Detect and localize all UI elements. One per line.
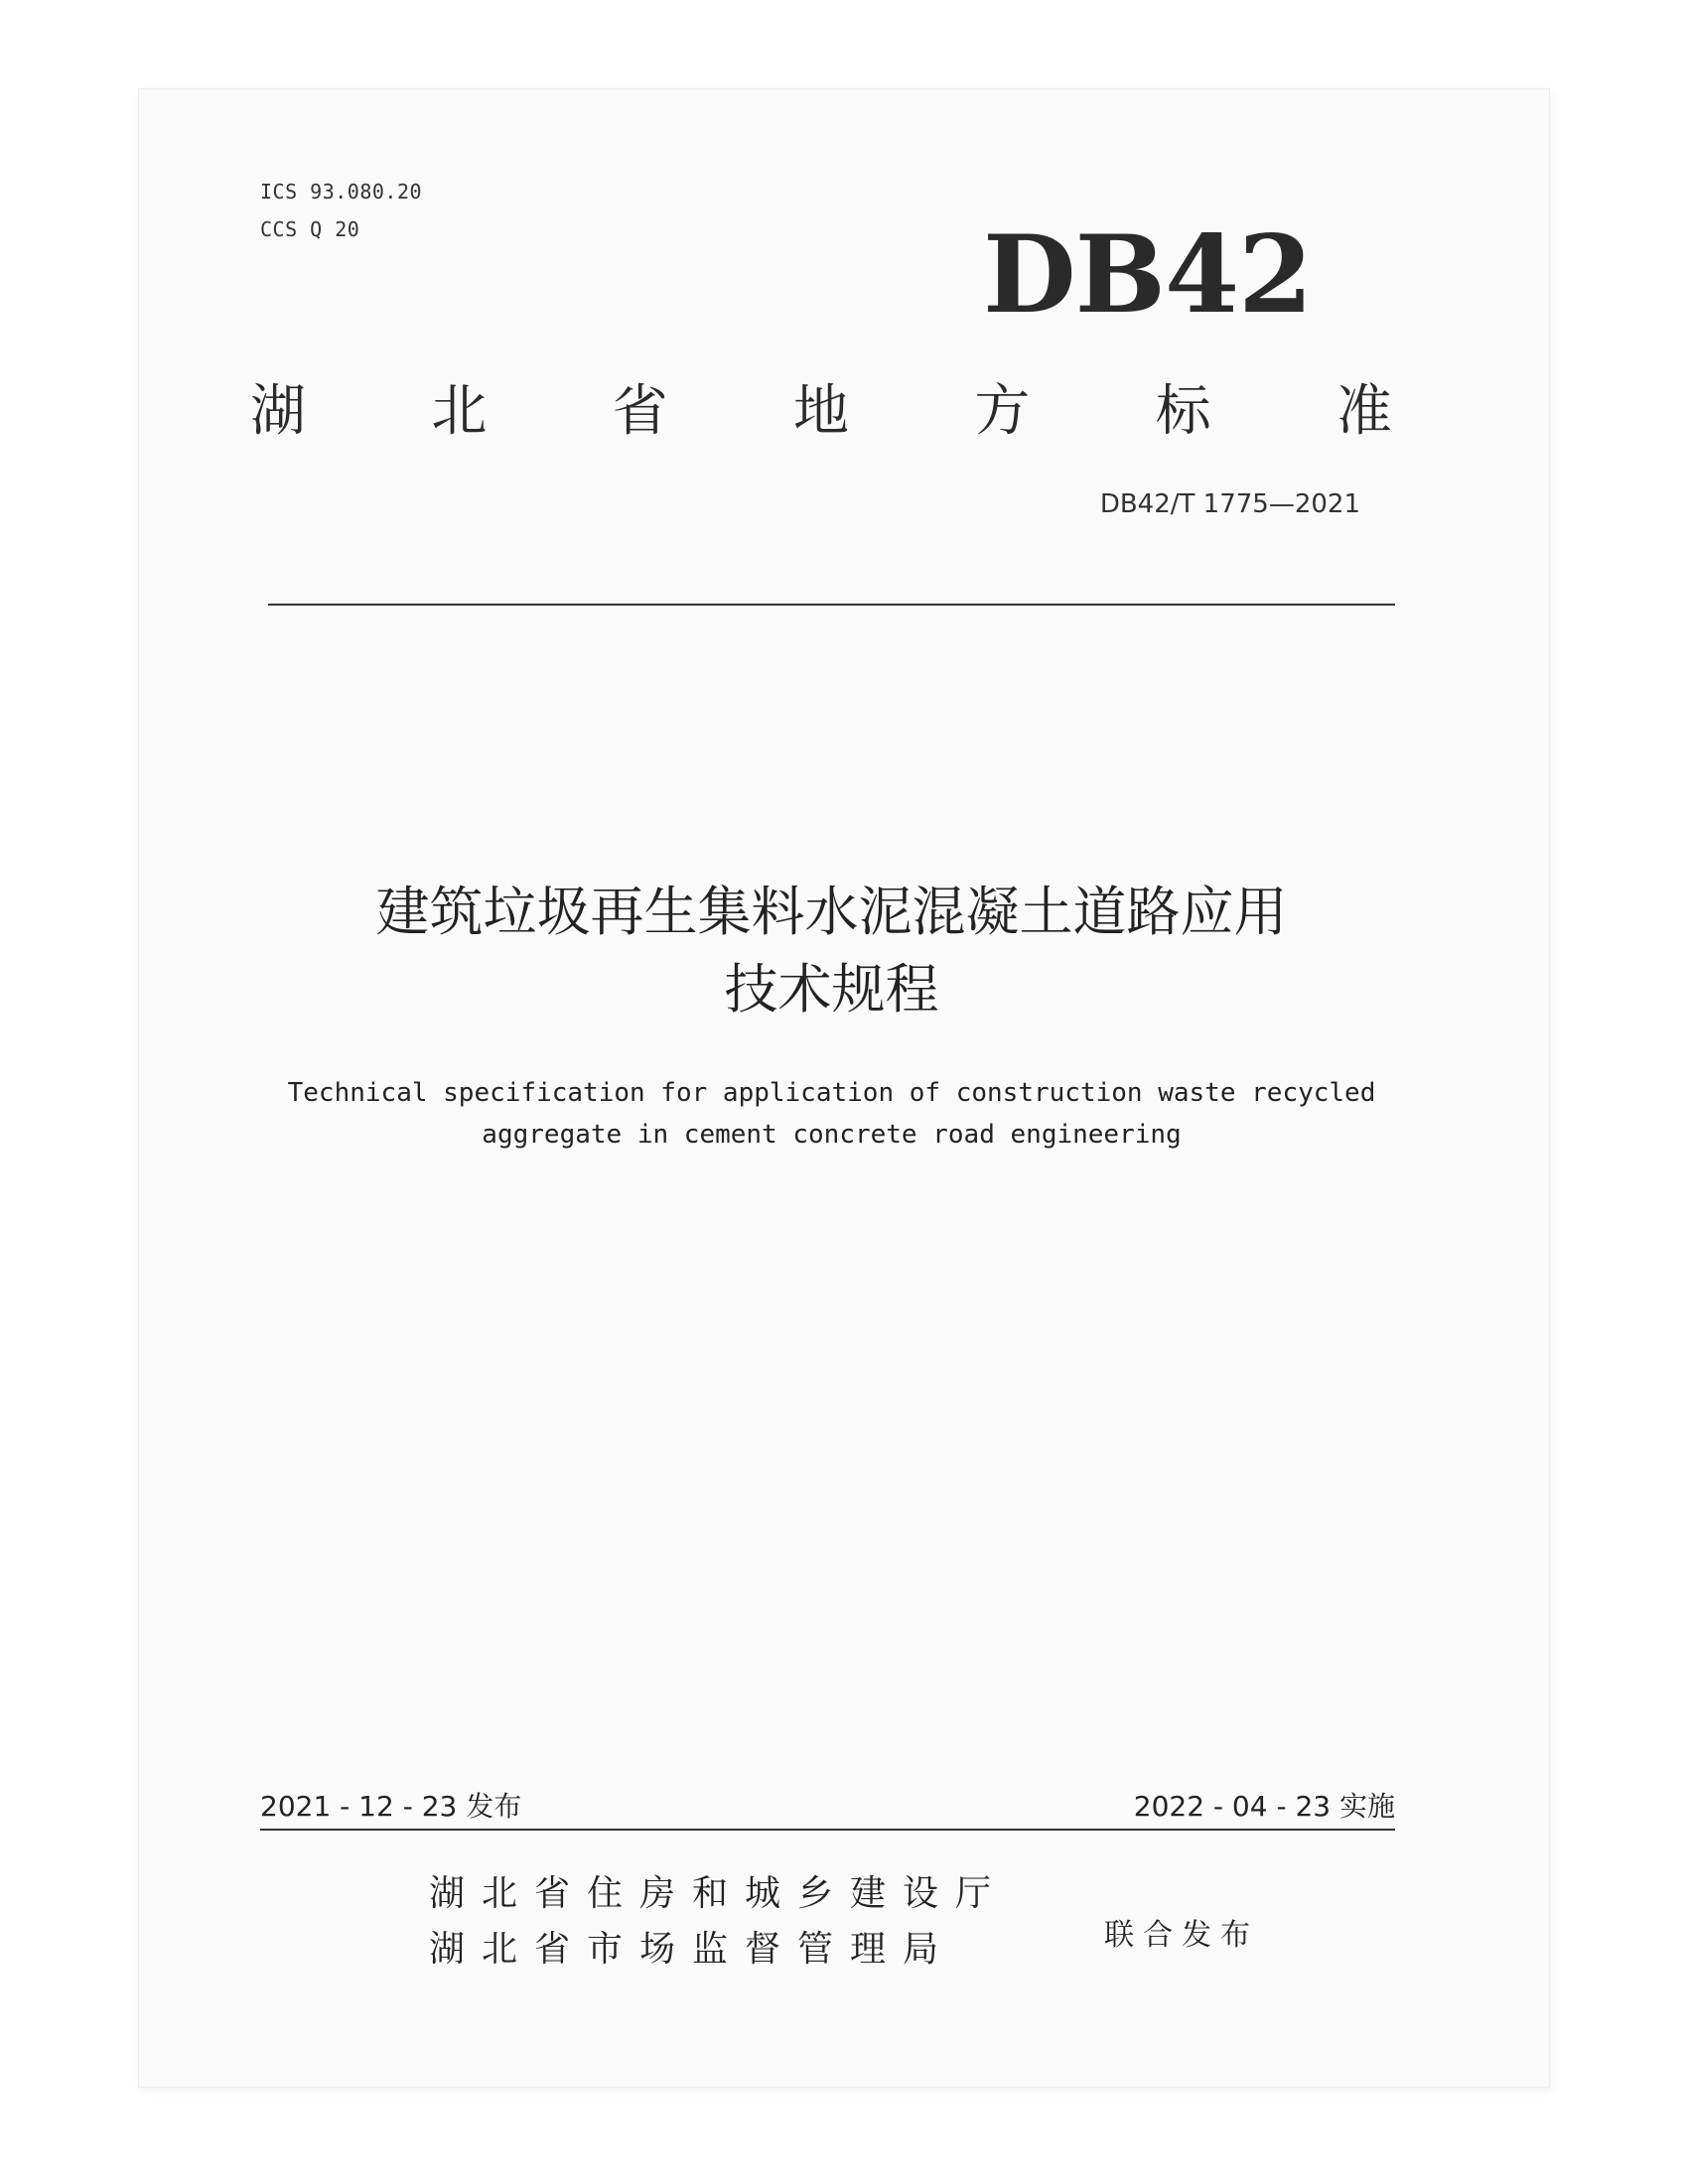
db42-logo: DB42 bbox=[983, 212, 1313, 338]
standard-type-char: 北 bbox=[431, 379, 488, 444]
english-title-line-1: Technical specification for application of construction waste recycled bbox=[287, 1078, 1376, 1108]
header-divider bbox=[268, 604, 1395, 606]
standard-type-char: 标 bbox=[1155, 379, 1211, 444]
chinese-title-line-1: 建筑垃圾再生集料水泥混凝土道路应用 bbox=[375, 881, 1288, 943]
implementation-date: 2022 - 04 - 23 实施 bbox=[1133, 1790, 1395, 1823]
chinese-title bbox=[268, 874, 1395, 1028]
footer-divider bbox=[260, 1829, 1395, 1831]
standard-type-char: 方 bbox=[974, 379, 1031, 444]
standard-number: DB42/T 1775—2021 bbox=[1099, 489, 1360, 519]
standard-type-char: 准 bbox=[1336, 379, 1392, 444]
issuer-housing-department: 湖北省住房和城乡建设厅 bbox=[429, 1873, 1009, 1914]
standard-type-heading bbox=[250, 377, 1392, 447]
issue-date: 2021 - 12 - 23 发布 bbox=[260, 1790, 522, 1823]
english-title bbox=[238, 1072, 1425, 1156]
issuing-authorities bbox=[429, 1866, 1008, 1978]
english-title-line-2: aggregate in cement concrete road engineering bbox=[482, 1120, 1182, 1150]
chinese-title-line-2: 技术规程 bbox=[724, 958, 939, 1021]
standard-type-char: 地 bbox=[792, 379, 849, 444]
ics-code: ICS 93.080.20 bbox=[260, 180, 423, 204]
issuer-market-regulation-bureau: 湖北省市场监督管理局 bbox=[429, 1929, 956, 1970]
ccs-code: CCS Q 20 bbox=[260, 217, 360, 241]
classification-codes bbox=[260, 173, 422, 248]
standard-type-char: 省 bbox=[612, 379, 668, 444]
standard-type-char: 湖 bbox=[250, 379, 306, 444]
joint-release-label: 联合发布 bbox=[1104, 1918, 1259, 1953]
